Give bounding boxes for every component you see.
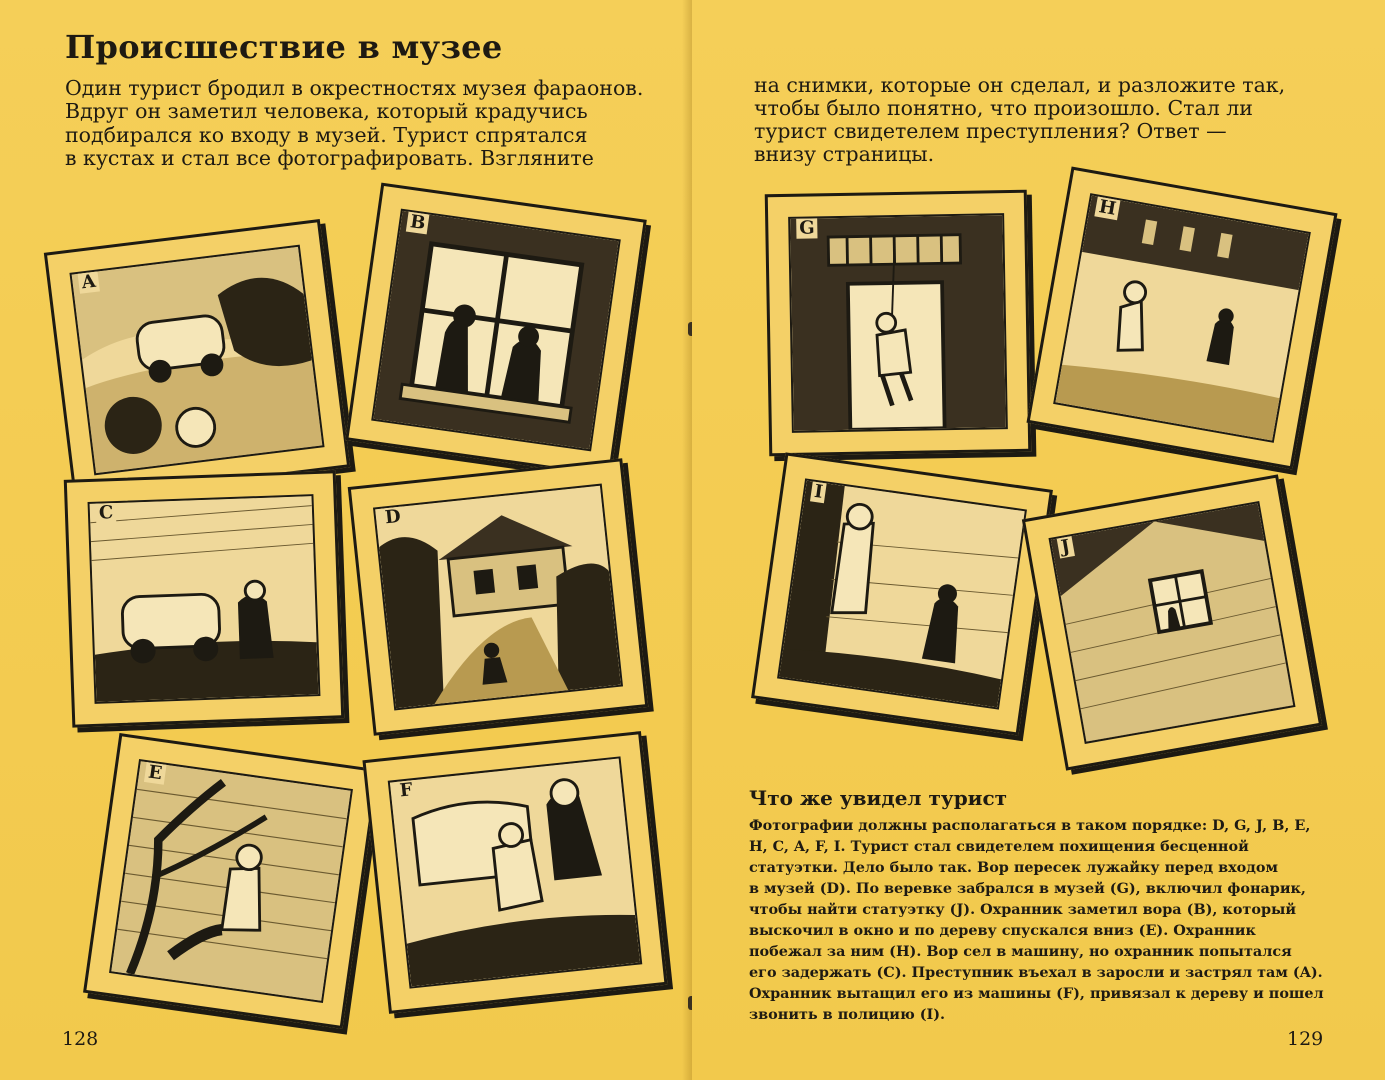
photo-g-label: G [796,218,818,238]
answer-line-1: Фотографии должны располагаться в таком порядке: D, G, J, B, E, [749,817,1311,834]
answer-line-6: выскочил в окно и по дереву спускался вниз (E). Охранник [749,922,1256,939]
photo-d [348,458,649,735]
photo-a-illustration [69,245,324,476]
answer-text [749,815,1324,1025]
continued-text-line-4: внизу страницы. [754,142,935,166]
photo-a [44,219,350,501]
photo-g [765,190,1032,457]
answer-line-2: H, C, A, F, I. Турист стал свидетелем похищения бесценной [749,838,1249,855]
photo-c [64,470,344,727]
photo-a-label: A [78,271,100,293]
page-number-left: 128 [62,1028,99,1050]
page-number-right: 129 [1287,1028,1324,1050]
photo-h-illustration [1053,193,1311,443]
photo-e-illustration [109,759,353,1003]
photo-e [83,733,379,1029]
photo-c-label: C [96,503,117,524]
intro-text-line-4: в кустах и стал все фотографировать. Взгляните [65,146,594,170]
photo-h [1026,167,1337,470]
photo-j [1022,474,1322,770]
page-title: Происшествие в музее [65,28,503,66]
continued-text-line-2: чтобы было понятно, что произошло. Стал ли [754,96,1253,120]
answer-line-9: Охранник вытащил его из машины (F), привязал к дереву и пошел [749,985,1324,1002]
answer-line-8: его задержать (C). Преступник въехал в заросли и застрял там (A). [749,964,1323,981]
photo-i-illustration [777,478,1027,709]
left-page [0,0,692,1080]
photo-i [751,452,1053,735]
answer-line-7: побежал за ним (H). Вор сел в машину, но охранник попытался [749,943,1292,960]
photo-j-label: J [1057,536,1075,558]
intro-text-line-3: подбирался ко входу в музей. Турист спрятался [65,123,588,147]
photo-j-illustration [1048,501,1295,744]
answer-line-5: чтобы найти статуэтку (J). Охранник заметил вора (B), который [749,901,1297,918]
photo-f [362,731,667,1014]
continued-text-line-1: на снимки, которые он сделал, и разложите так, [754,73,1286,97]
photo-b-illustration [371,209,621,452]
photo-d-illustration [373,484,623,711]
intro-text-line-1: Один турист бродил в окрестностях музея фараонов. [65,76,644,100]
answer-title: Что же увидел турист [749,786,1008,810]
answer-line-3: статуэтки. Дело было так. Вор пересек лужайку перед входом [749,859,1278,876]
answer-line-4: в музей (D). По веревке забрался в музей (G), включил фонарик, [749,880,1306,897]
photo-i-label: I [810,481,827,503]
intro-text-line-2: Вдруг он заметил человека, который крадучись [65,99,588,123]
photo-c-illustration [88,494,321,704]
photo-b [345,183,647,478]
photo-g-illustration [788,213,1008,433]
photo-h-label: H [1094,197,1120,221]
continued-text-line-3: турист свидетелем преступления? Ответ — [754,119,1227,143]
photo-e-label: E [144,762,166,785]
photo-f-illustration [388,756,643,988]
photo-f-label: F [396,780,417,802]
answer-line-10: звонить в полицию (I). [749,1006,946,1023]
photo-b-label: B [406,212,430,235]
photo-d-label: D [381,506,405,528]
right-page [692,0,1385,1080]
